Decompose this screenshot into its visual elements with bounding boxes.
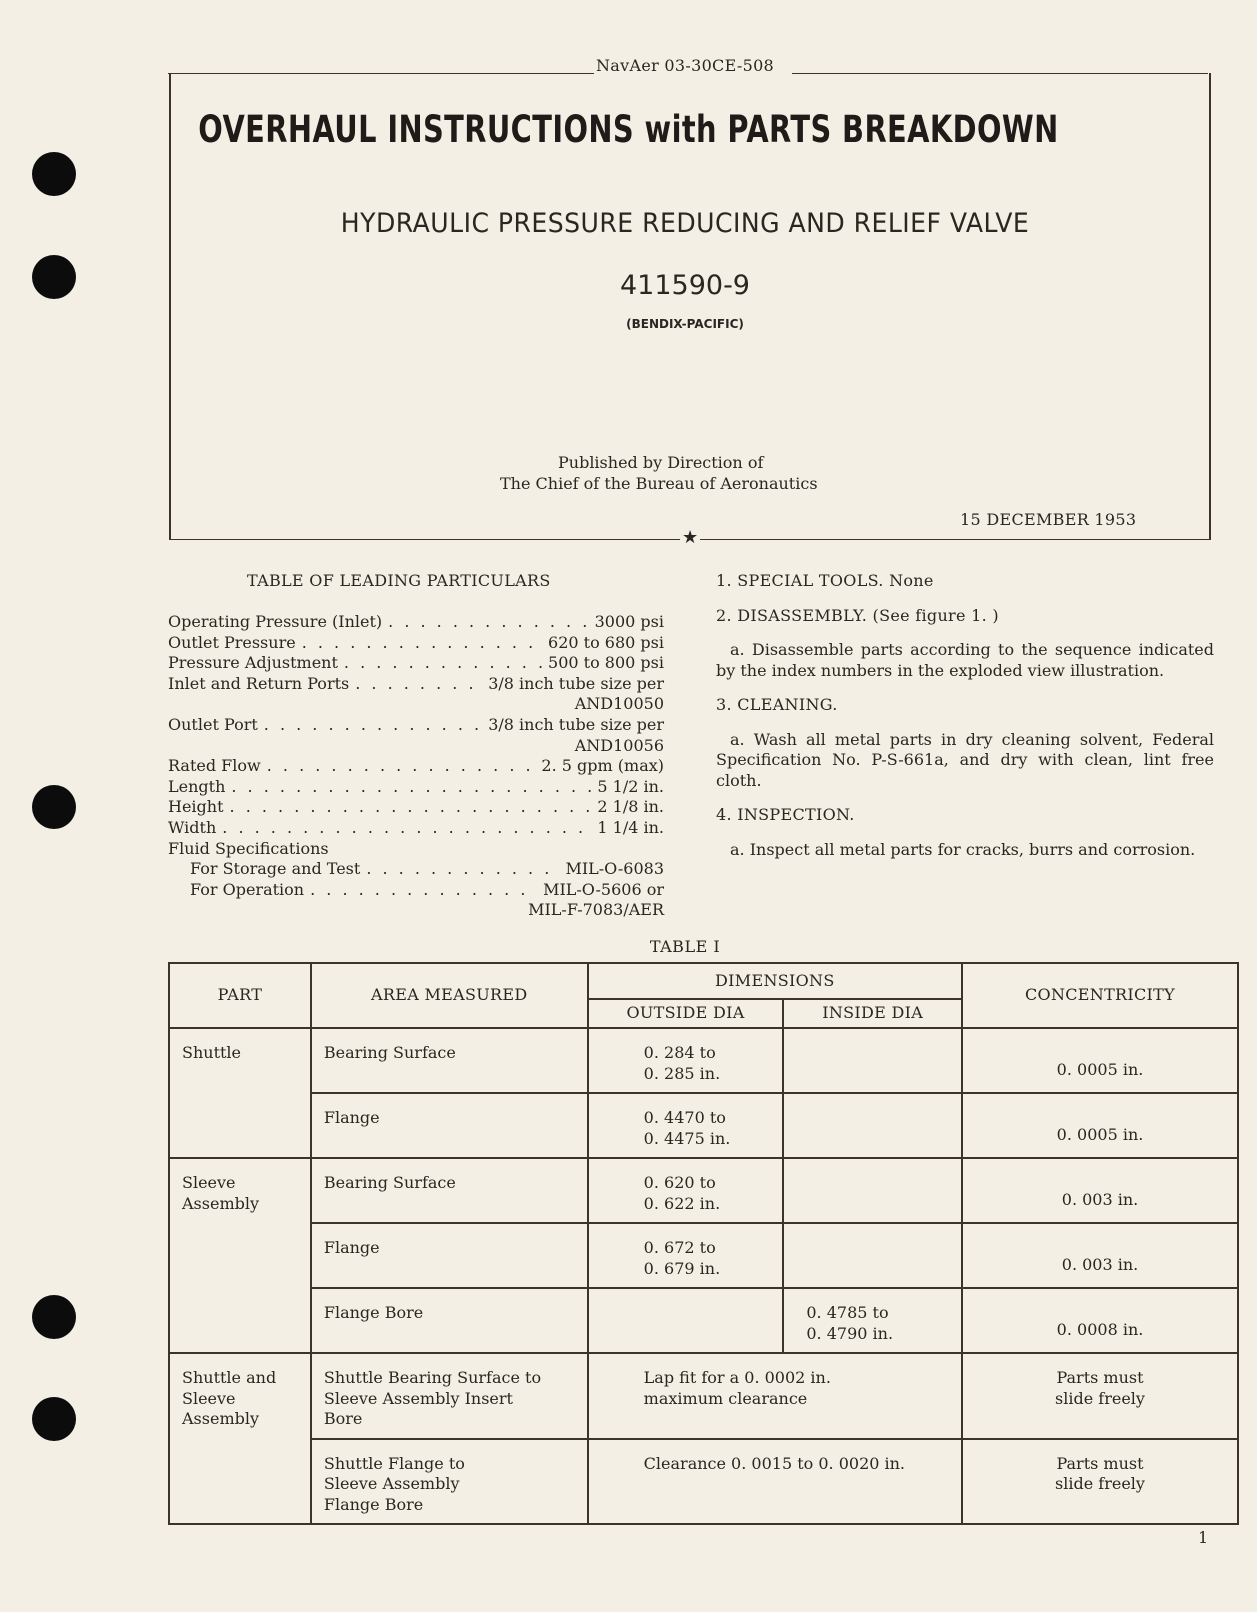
column-header-inside-dia: INSIDE DIA (783, 999, 962, 1028)
table-cell-concentricity: 0. 003 in. (962, 1158, 1238, 1223)
list-item: Rated Flow . . . 2. 5 gpm (max) (168, 756, 664, 777)
binder-hole (32, 1295, 76, 1339)
column-header-area: AREA MEASURED (311, 963, 588, 1028)
list-item: For Storage and Test . . . MIL-O-6083 (168, 859, 664, 880)
table-cell-inside (783, 1028, 962, 1093)
table-cell-concentricity: 0. 0005 in. (962, 1028, 1238, 1093)
column-header-part: PART (169, 963, 311, 1028)
publisher-line-1: Published by Direction of (558, 453, 764, 472)
list-item-continuation: AND10050 (574, 694, 664, 714)
section-inspection-heading: 4. INSPECTION. (716, 805, 855, 824)
publisher-block (500, 452, 900, 494)
manufacturer: (BENDIX-PACIFIC) (626, 317, 744, 331)
binder-hole (32, 1397, 76, 1441)
list-item: Inlet and Return Ports . . . 3/8 inch tube size per (168, 674, 664, 695)
table-cell-outside: 0. 284 to 0. 285 in. (588, 1028, 784, 1093)
table-cell-concentricity: 0. 0008 in. (962, 1288, 1238, 1353)
list-item: Operating Pressure (Inlet) . . . 3000 psi (168, 612, 664, 633)
subtitle: HYDRAULIC PRESSURE REDUCING AND RELIEF VALVE (340, 208, 1030, 239)
table-cell-outside: 0. 672 to 0. 679 in. (588, 1223, 784, 1288)
table-cell-concentricity: Parts must slide freely (962, 1439, 1238, 1525)
table-cell-area: Flange (311, 1093, 588, 1158)
table-cell-area: Shuttle Bearing Surface to Sleeve Assembly Insert Bore (311, 1353, 588, 1439)
table-row (169, 1353, 1238, 1439)
table-row (169, 1158, 1238, 1223)
publisher-line-2: The Chief of the Bureau of Aeronautics (500, 474, 818, 493)
section-disassembly-heading: 2. DISASSEMBLY. (See figure 1. ) (716, 605, 999, 625)
part-number: 411590-9 (620, 270, 750, 301)
page-number: 1 (1198, 1528, 1209, 1547)
section-inspection-text: a. Inspect all metal parts for cracks, burrs and corrosion. (730, 839, 1196, 859)
publication-date: 15 DECEMBER 1953 (960, 510, 1137, 529)
table-cell-outside (588, 1288, 784, 1353)
column-header-dimensions: DIMENSIONS (588, 963, 962, 999)
star-icon: ★ (682, 527, 699, 548)
section-cleaning-text: a. Wash all metal parts in dry cleaning solvent, Federal Specification No. P-S-661a, and dry with clean, lint free cloth. (716, 729, 1214, 790)
binder-hole (32, 152, 76, 196)
document-number: NavAer 03-30CE-508 (596, 56, 775, 75)
table-cell-inside (783, 1158, 962, 1223)
dimensions-table (168, 962, 1239, 1525)
table-cell-area: Bearing Surface (311, 1028, 588, 1093)
table-cell-area: Shuttle Flange to Sleeve Assembly Flange Bore (311, 1439, 588, 1525)
column-header-outside-dia: OUTSIDE DIA (588, 999, 784, 1028)
table-cell-dimensions: Lap fit for a 0. 0002 in. maximum clearance (588, 1353, 962, 1439)
table-cell-outside: 0. 4470 to 0. 4475 in. (588, 1093, 784, 1158)
table-cell-part: Sleeve Assembly (169, 1158, 311, 1353)
table-caption: TABLE I (649, 937, 721, 956)
table-cell-concentricity: 0. 0005 in. (962, 1093, 1238, 1158)
list-item: Pressure Adjustment . . . 500 to 800 psi (168, 653, 664, 674)
table-row (169, 1093, 1238, 1158)
main-title: OVERHAUL INSTRUCTIONS with PARTS BREAKDOWN (198, 108, 1059, 151)
section-special-tools: 1. SPECIAL TOOLS. None (716, 571, 934, 590)
list-item: Width . . . 1 1/4 in. (168, 818, 664, 839)
list-item: Outlet Port . . . 3/8 inch tube size per (168, 715, 664, 736)
section-disassembly-text: a. Disassemble parts according to the sequence indicated by the index numbers in the exploded view illustration. (716, 640, 1214, 680)
table-row (169, 1288, 1238, 1353)
table-cell-inside: 0. 4785 to 0. 4790 in. (783, 1288, 962, 1353)
list-item: Length . . . 5 1/2 in. (168, 777, 664, 798)
list-item-continuation: MIL-F-7083/AER (528, 900, 664, 920)
table-cell-area: Flange (311, 1223, 588, 1288)
table-cell-part: Shuttle (169, 1028, 311, 1158)
table-row (169, 1028, 1238, 1093)
binder-hole (32, 785, 76, 829)
leading-particulars-list (168, 612, 664, 921)
table-cell-outside: 0. 620 to 0. 622 in. (588, 1158, 784, 1223)
list-item-continuation: AND10056 (574, 735, 664, 755)
instruction-sections (716, 571, 1214, 874)
list-item: Height . . . 2 1/8 in. (168, 797, 664, 818)
table-row (169, 1223, 1238, 1288)
table-cell-concentricity: 0. 003 in. (962, 1223, 1238, 1288)
table-cell-dimensions: Clearance 0. 0015 to 0. 0020 in. (588, 1439, 962, 1525)
table-row (169, 1439, 1238, 1525)
table-cell-area: Bearing Surface (311, 1158, 588, 1223)
list-item: Fluid Specifications (168, 838, 329, 858)
list-item: Outlet Pressure . . . 620 to 680 psi (168, 633, 664, 654)
table-cell-inside (783, 1093, 962, 1158)
table-cell-area: Flange Bore (311, 1288, 588, 1353)
list-item: For Operation . . . MIL-O-5606 or (168, 880, 664, 901)
table-cell-inside (783, 1223, 962, 1288)
column-header-concentricity: CONCENTRICITY (962, 963, 1238, 1028)
table-cell-part: Shuttle and Sleeve Assembly (169, 1353, 311, 1524)
table-cell-concentricity: Parts must slide freely (962, 1353, 1238, 1439)
leading-particulars-heading: TABLE OF LEADING PARTICULARS (247, 571, 551, 590)
section-cleaning-heading: 3. CLEANING. (716, 695, 838, 714)
